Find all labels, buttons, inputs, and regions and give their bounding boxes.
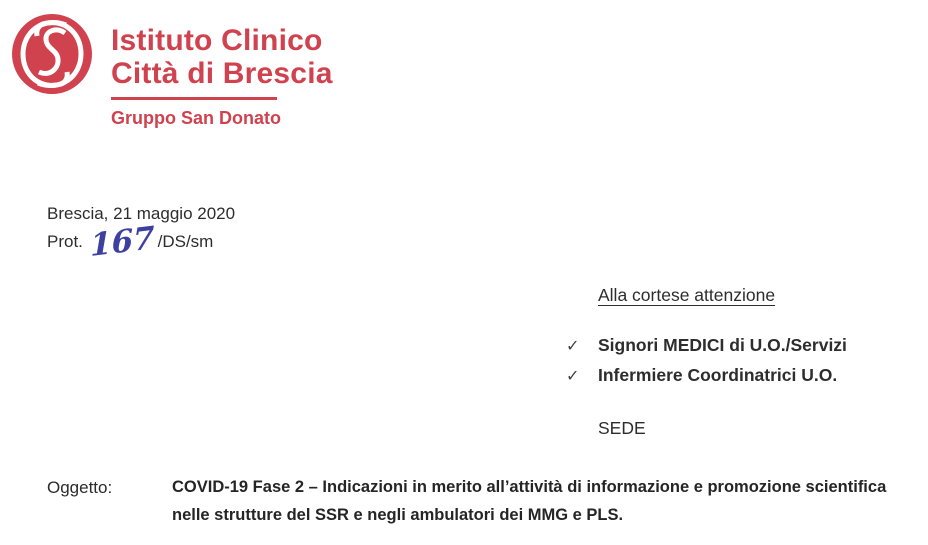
- brand-name-line1: Istituto Clinico: [111, 24, 323, 57]
- list-item: [566, 361, 847, 391]
- recipient-list: [566, 331, 847, 391]
- list-item: [566, 331, 847, 361]
- recipient-label: Infermiere Coordinatrici U.O.: [598, 365, 838, 385]
- protocol-line: [47, 219, 235, 265]
- subject-text: COVID-19 Fase 2 – Indicazioni in merito all’attività di informazione e promozione scientifica nelle strutture del SSR e negli ambulatori dei MMG e PLS.: [172, 478, 887, 524]
- prot-label: Prot.: [47, 232, 83, 251]
- prot-number-handwritten: 167: [89, 219, 155, 265]
- brand-name-line2: Città di Brescia: [111, 57, 333, 90]
- gsd-logo-icon: [10, 12, 94, 96]
- checkmark-icon: ✓: [566, 368, 580, 385]
- brand-block: [111, 12, 333, 129]
- subject-block: [47, 474, 920, 529]
- place-date: Brescia, 21 maggio 2020: [47, 204, 236, 223]
- subject-label: Oggetto:: [47, 478, 113, 497]
- brand-group-name: Gruppo San Donato: [111, 108, 281, 128]
- checkmark-icon: ✓: [566, 338, 580, 355]
- attention-block: [566, 285, 847, 439]
- recipient-label: Signori MEDICI di U.O./Servizi: [598, 335, 847, 355]
- date-protocol-block: [47, 201, 236, 265]
- sede-label: SEDE: [598, 418, 646, 438]
- brand-divider: [111, 97, 277, 100]
- prot-suffix: /DS/sm: [157, 232, 214, 251]
- letterhead: [10, 12, 333, 129]
- attention-heading: Alla cortese attenzione: [598, 285, 776, 305]
